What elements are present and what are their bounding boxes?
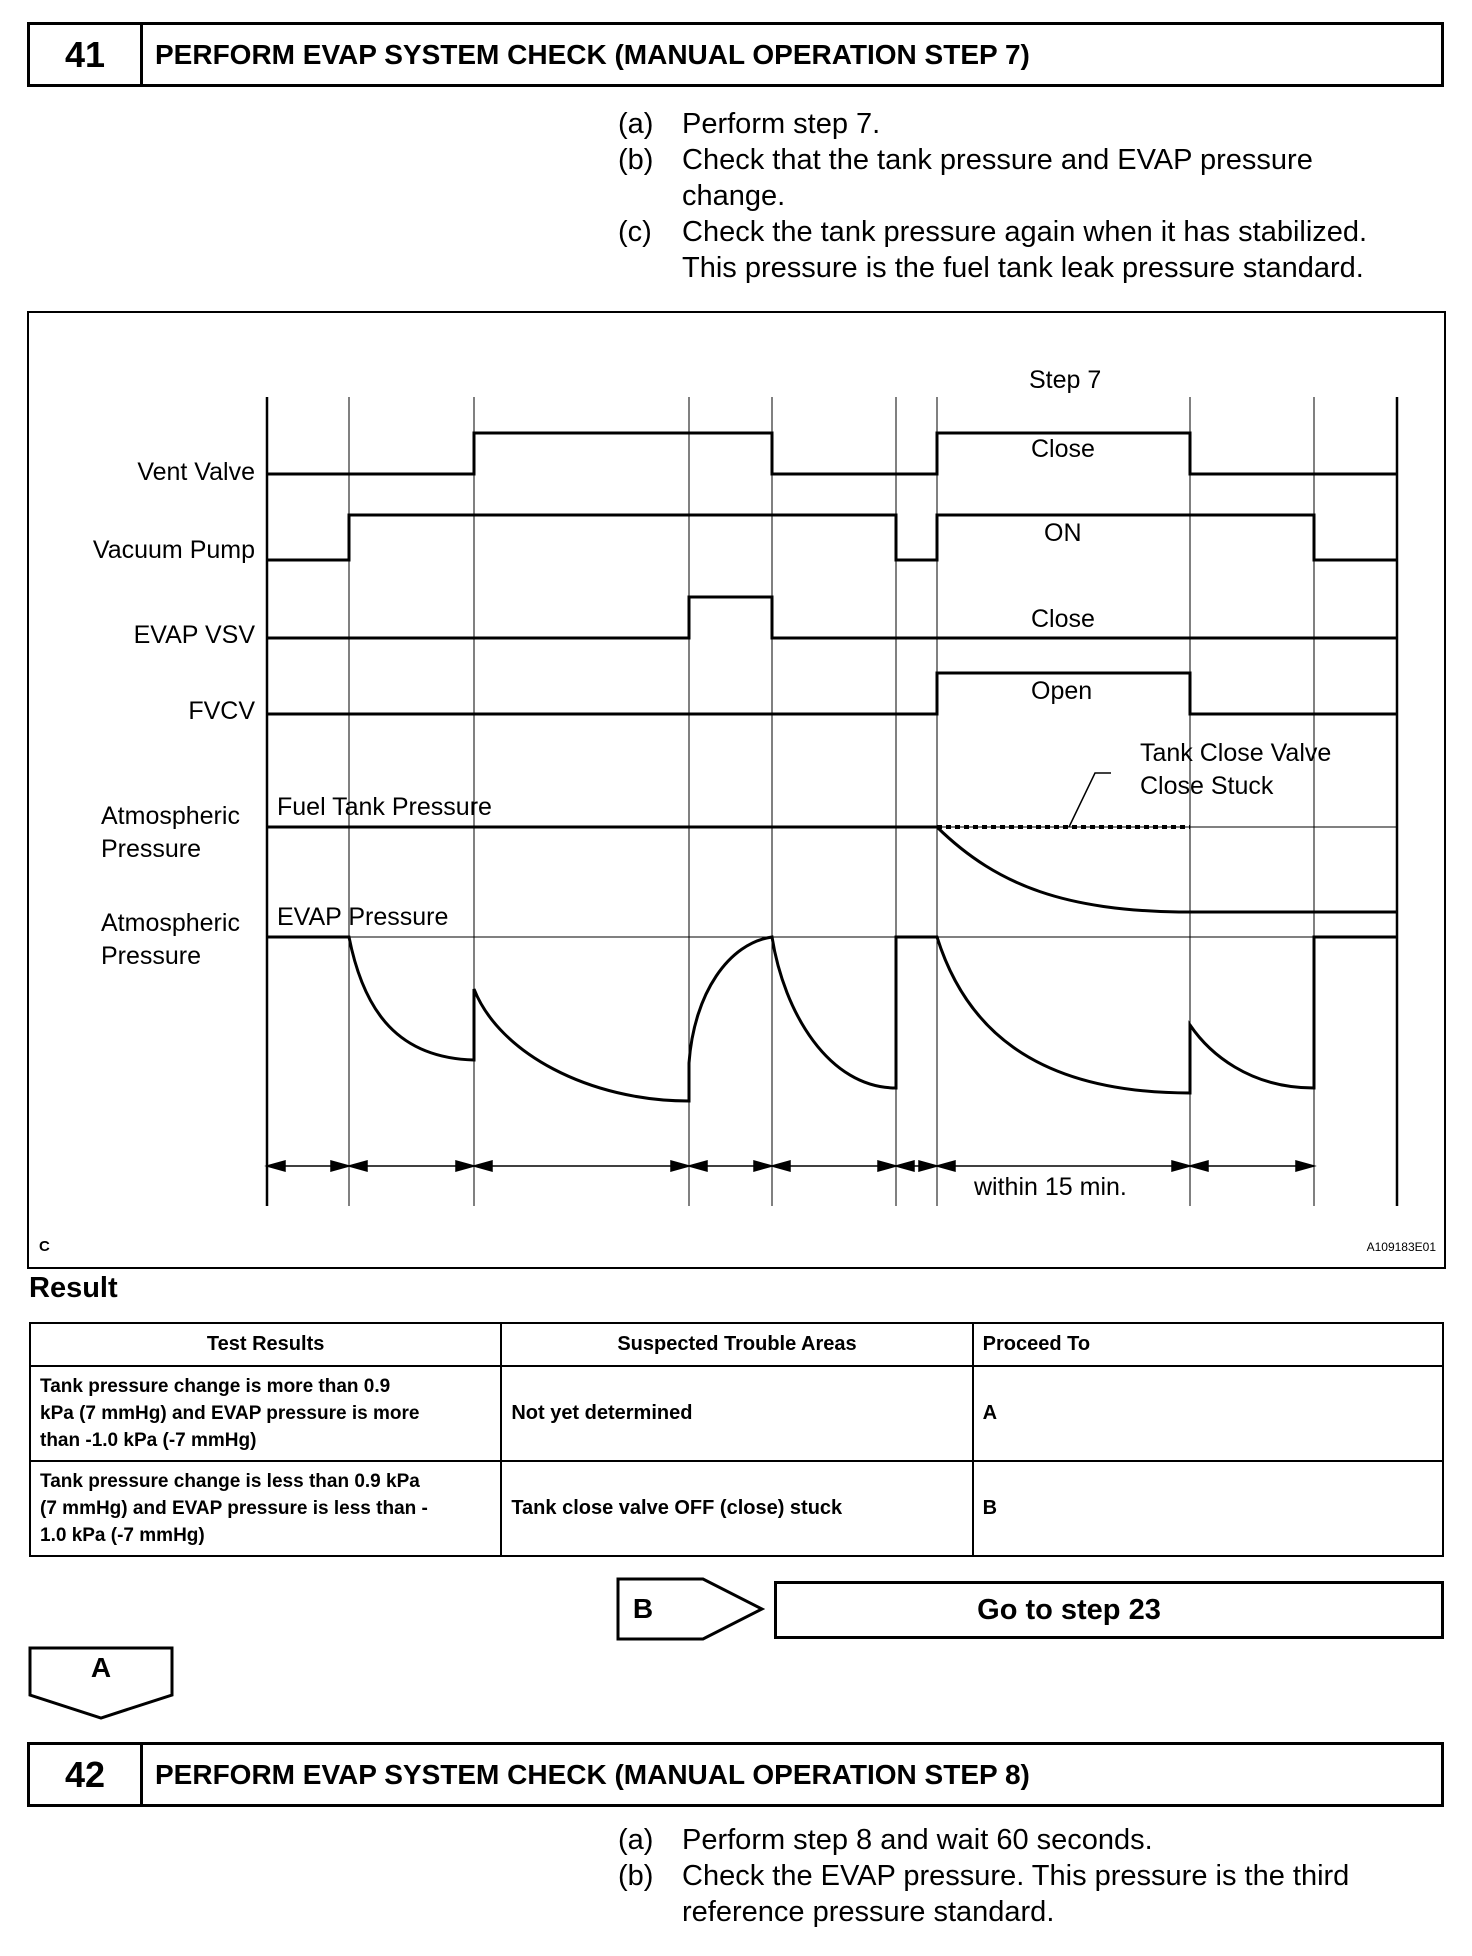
instruction-item	[618, 1822, 1402, 1858]
test-result-cell: Tank pressure change is more than 0.9 kPa (7 mmHg) and EVAP pressure is more than -1.0 kPa (-7 mmHg)	[30, 1366, 501, 1461]
instruction-item	[618, 142, 1402, 214]
atmospheric-pressure-label-2: Atmospheric Pressure	[101, 909, 240, 970]
annotation-leader	[1069, 773, 1111, 827]
vacuum-pump-waveform	[267, 515, 1397, 560]
evap-vsv-state: Close	[1031, 605, 1095, 633]
test-result-cell: Tank pressure change is less than 0.9 kPa (7 mmHg) and EVAP pressure is less than - 1.0 kPa (-7 mmHg)	[30, 1461, 501, 1556]
atmospheric-pressure-label-1: Atmospheric Pressure	[101, 802, 240, 863]
step-42-header	[27, 1742, 1444, 1807]
column-header: Suspected Trouble Areas	[501, 1323, 972, 1366]
step-title: PERFORM EVAP SYSTEM CHECK (MANUAL OPERATION STEP 7)	[155, 38, 1030, 70]
duration-label: within 15 min.	[974, 1173, 1127, 1201]
vent-valve-waveform	[267, 433, 1397, 474]
go-to-step-23: Go to step 23	[774, 1581, 1444, 1639]
vacuum-pump-state: ON	[1044, 519, 1082, 547]
table-row	[30, 1461, 1443, 1556]
instruction-item	[618, 1858, 1402, 1930]
branch-a-label: A	[90, 1652, 112, 1683]
proceed-to-cell: B	[973, 1461, 1443, 1556]
table-header-row	[30, 1323, 1443, 1366]
result-heading: Result	[29, 1272, 118, 1304]
result-table	[29, 1322, 1444, 1557]
instruction-text: Check the tank pressure again when it has stabilized. This pressure is the fuel tank leak pressure standard.	[682, 216, 1368, 284]
trouble-area-cell: Not yet determined	[501, 1366, 972, 1461]
timing-diagram	[27, 311, 1446, 1269]
step-number: 42	[30, 1745, 143, 1804]
branch-b-label: B	[632, 1593, 654, 1624]
evap-vsv-waveform	[267, 597, 1397, 638]
figure-corner-letter: C	[39, 1238, 50, 1255]
figure-id: A109183E01	[1366, 1240, 1436, 1254]
step-title: PERFORM EVAP SYSTEM CHECK (MANUAL OPERATION STEP 8)	[155, 1758, 1030, 1790]
evap-vsv-label: EVAP VSV	[133, 621, 255, 649]
column-header: Proceed To	[973, 1323, 1443, 1366]
step-number: 41	[30, 25, 143, 84]
vacuum-pump-label: Vacuum Pump	[92, 536, 255, 564]
instruction-label: (b)	[618, 1860, 654, 1892]
vent-valve-label: Vent Valve	[137, 458, 255, 486]
step-41-header	[27, 22, 1444, 87]
vent-valve-state: Close	[1031, 435, 1095, 463]
instruction-label: (c)	[618, 216, 652, 248]
instruction-item	[618, 214, 1402, 286]
step-7-label: Step 7	[1029, 366, 1102, 394]
duration-arrows	[267, 1161, 1314, 1171]
tank-close-valve-annotation: Tank Close Valve Close Stuck	[1140, 739, 1332, 800]
instruction-text: Check the EVAP pressure. This pressure is the third reference pressure standard.	[682, 1860, 1350, 1928]
instruction-text: Perform step 8 and wait 60 seconds.	[682, 1824, 1153, 1856]
instruction-label: (b)	[618, 144, 654, 176]
table-row	[30, 1366, 1443, 1461]
trouble-area-cell: Tank close valve OFF (close) stuck	[501, 1461, 972, 1556]
fvcv-waveform	[267, 673, 1397, 714]
step-41-instructions	[618, 106, 1402, 286]
fvcv-state: Open	[1031, 677, 1093, 705]
proceed-to-cell: A	[973, 1366, 1443, 1461]
fuel-tank-pressure-label: Fuel Tank Pressure	[277, 793, 492, 821]
column-header: Test Results	[30, 1323, 501, 1366]
step-42-instructions	[618, 1822, 1402, 1930]
instruction-text: Check that the tank pressure and EVAP pressure change.	[682, 144, 1313, 212]
instruction-item	[618, 106, 1402, 142]
evap-pressure-curve	[267, 937, 1397, 1101]
evap-pressure-label: EVAP Pressure	[277, 903, 449, 931]
instruction-label: (a)	[618, 108, 654, 140]
instruction-label: (a)	[618, 1824, 654, 1856]
instruction-text: Perform step 7.	[682, 108, 881, 140]
fuel-tank-pressure-decay	[937, 827, 1397, 912]
fvcv-label: FVCV	[188, 697, 255, 725]
